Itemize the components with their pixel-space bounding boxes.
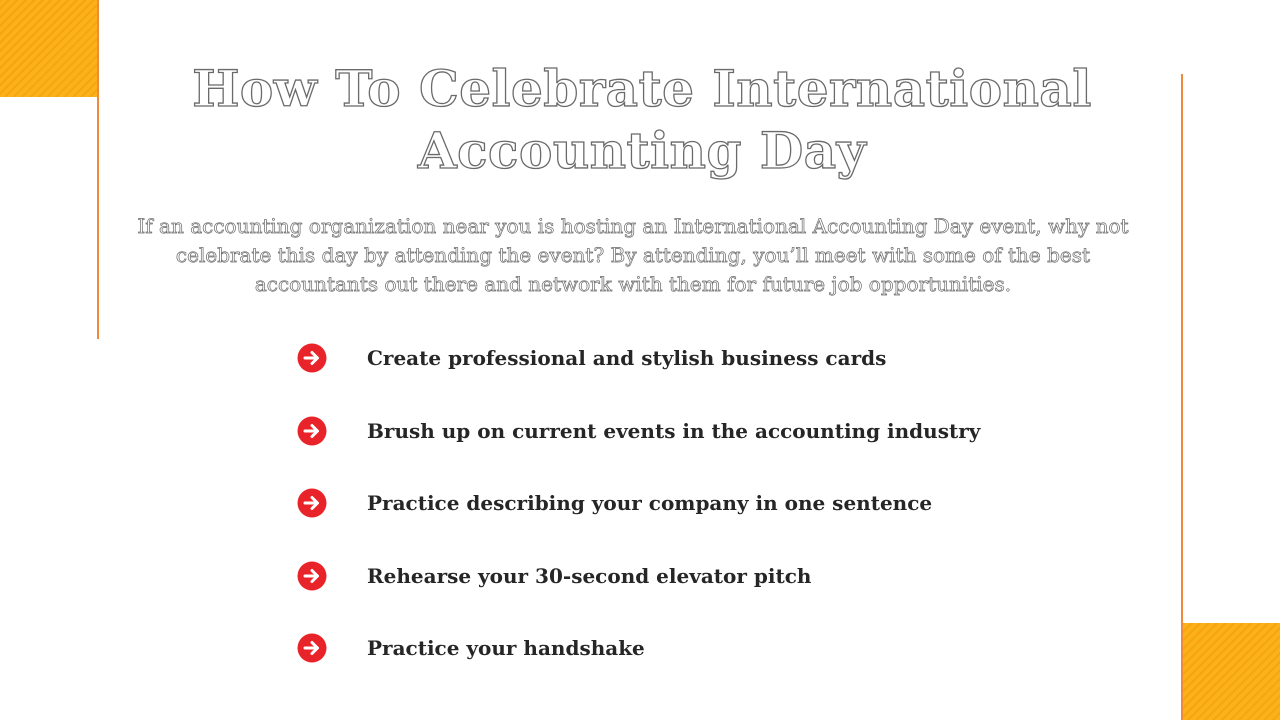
arrow-right-circle-icon [297,343,327,373]
list-item [297,630,1017,703]
list-item [297,558,1017,631]
list-item-text: Practice your handshake [367,636,645,660]
decorative-stripes-top-left [0,0,97,97]
intro-paragraph: If an accounting organization near you is hosting an International Accounting Day event, why not celebrate this day by attending the event? By attending, you’ll meet with some of the best accountants out there and network with them for future job opportunities. [137,214,1129,296]
list-item [297,340,1017,413]
tips-list [297,340,1017,703]
list-item-text: Create professional and stylish business cards [367,346,887,370]
accent-line-left [97,0,99,339]
list-item-text: Brush up on current events in the accounting industry [367,418,981,443]
arrow-right-circle-icon [297,488,327,518]
list-item-text: Practice describing your company in one sentence [367,491,933,515]
decorative-stripes-bottom-right [1183,623,1280,720]
arrow-right-circle-icon [297,633,327,663]
list-item-text: Rehearse your 30-second elevator pitch [367,563,812,588]
list-item [297,485,1017,558]
slide-title: How To Celebrate International Accounting Day [192,59,1092,180]
arrow-right-circle-icon [297,416,327,446]
arrow-right-circle-icon [297,561,327,591]
list-item [297,413,1017,486]
